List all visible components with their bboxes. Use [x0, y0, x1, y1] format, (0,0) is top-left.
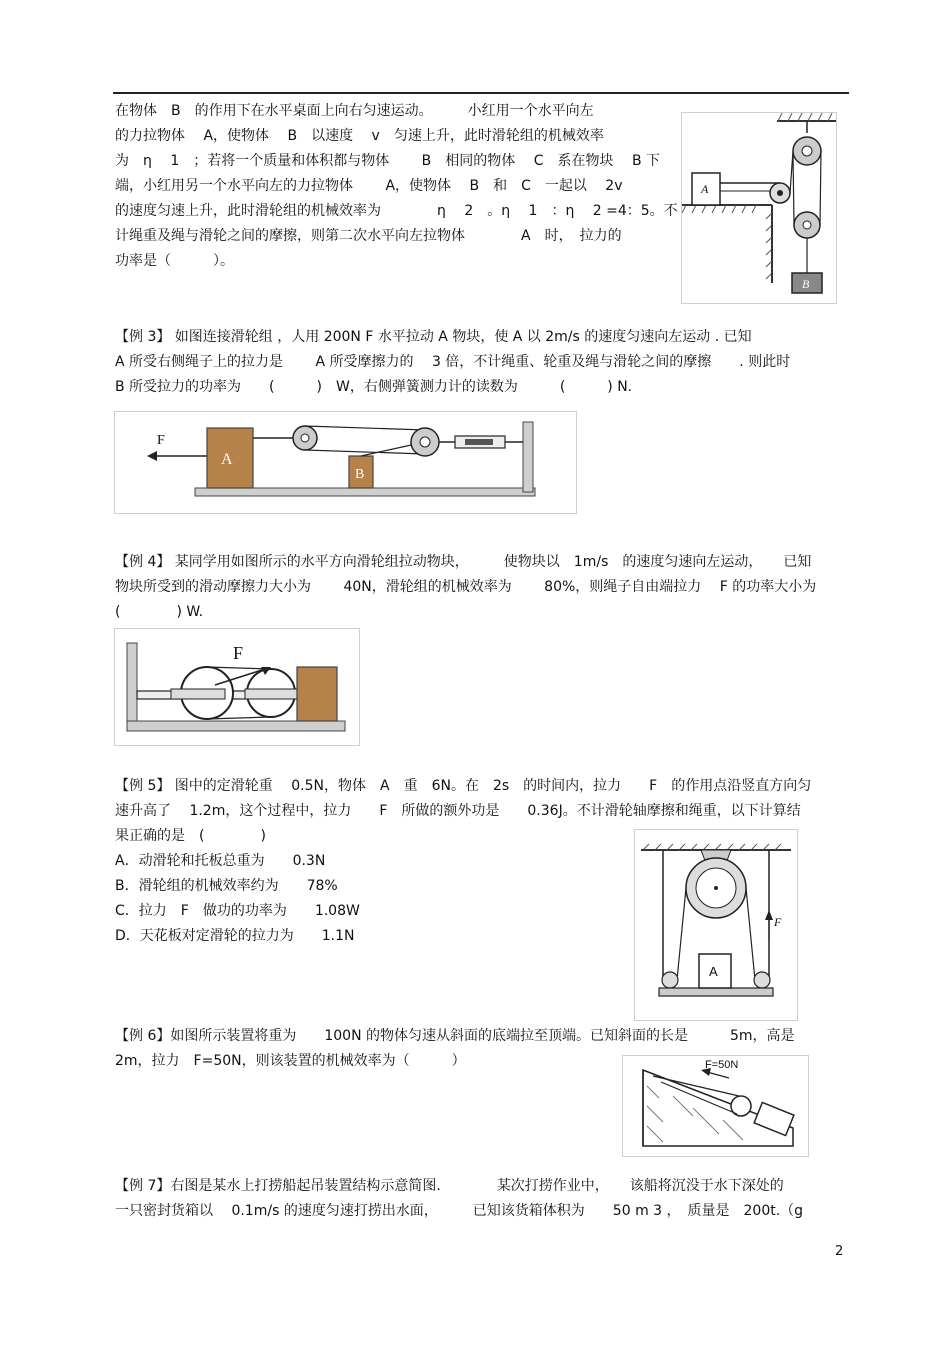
text-line: 功率是（ ）。	[115, 253, 234, 269]
option-a: A．动滑轮和托板总重为 0.3N	[115, 853, 326, 869]
text-line: 为 η 1 ；若将一个质量和体积都与物体 B 相同的物体 C 系在物块 B 下	[115, 153, 661, 169]
text-line: 一只密封货箱以 0.1m/s 的速度匀速打捞出水面， 已知该货箱体积为 50 m 3 ， 质量是 200t.（g	[115, 1203, 804, 1219]
figure-pulley-table	[681, 112, 837, 304]
text-line: 2m，拉力 F=50N，则该装置的机械效率为（ ）	[115, 1053, 466, 1069]
option-b: B．滑轮组的机械效率约为 78%	[115, 878, 338, 894]
figure-label-a: A	[709, 964, 718, 979]
figure-label-a: A	[701, 182, 709, 196]
figure-label-f: F	[774, 915, 782, 929]
option-c: C．拉力 F 做功的功率为 1.08W	[115, 903, 360, 919]
text-line: 【例 7】右图是某水上打捞船起吊装置结构示意简图. 某次打捞作业中， 该船将沉没于水下深处的	[115, 1178, 784, 1194]
text-line: 【例 5】 图中的定滑轮重 0.5N，物体 A 重 6N。在 2s 的时间内，拉力 F 的作用点沿竖直方向匀	[115, 778, 812, 794]
text-line: 【例 4】 某同学用如图所示的水平方向滑轮组拉动物块， 使物块以 1m/s 的速度匀速向左运动， 已知	[115, 554, 812, 570]
figure-example-3	[114, 411, 577, 514]
text-line: 物块所受到的滑动摩擦力大小为 40N，滑轮组的机械效率为 80%，则绳子自由端拉力 F 的功率大小为	[115, 579, 817, 595]
figure-label-f: F	[157, 433, 165, 448]
figure-label-a: A	[221, 451, 233, 468]
example-4-paragraph	[115, 550, 816, 625]
text-line: 速升高了 1.2m，这个过程中，拉力 F 所做的额外功是 0.36J。不计滑轮轴摩擦和绳重，以下计算结	[115, 803, 801, 819]
figure-label-f: F	[233, 643, 244, 663]
figure-example-5	[634, 829, 798, 1021]
text-line: 端，小红用另一个水平向左的力拉物体 A，使物体 B 和 C 一起以 2v	[115, 178, 623, 194]
text-line: A 所受右侧绳子上的拉力是 A 所受摩擦力的 3 倍，不计绳重、轮重及绳与滑轮之间的摩擦 . 则此时	[115, 354, 791, 370]
page-number: 2	[835, 1244, 844, 1259]
header-rule	[113, 92, 849, 94]
figure-example-4	[114, 628, 360, 746]
figure-label-b: B	[802, 277, 810, 291]
intro-paragraph	[115, 99, 678, 274]
text-line: 果正确的是 ( )	[115, 828, 266, 844]
option-d: D．天花板对定滑轮的拉力为 1.1N	[115, 928, 355, 944]
figure-example-6	[622, 1055, 809, 1157]
text-line: 的速度匀速上升，此时滑轮组的机械效率为 η 2 。η 1 ：η 2 =4：5。不	[115, 203, 678, 219]
figure-label-force: F=50N	[705, 1059, 739, 1071]
text-line: 【例 6】如图所示装置将重为 100N 的物体匀速从斜面的底端拉至顶端。已知斜面的长是 5m，高是	[115, 1028, 795, 1044]
figure-label-b: B	[355, 467, 365, 482]
text-line: 计绳重及绳与滑轮之间的摩擦，则第二次水平向左拉物体 A 时， 拉力的	[115, 228, 622, 244]
text-line: 在物体 B 的作用下在水平桌面上向右匀速运动。 小红用一个水平向左	[115, 103, 594, 119]
text-line: B 所受拉力的功率为 ( ) W，右侧弹簧测力计的读数为 ( ) N.	[115, 379, 633, 395]
example-7-paragraph	[115, 1174, 803, 1224]
text-line: 【例 3】 如图连接滑轮组 ，人用 200N F 水平拉动 A 物块，使 A 以 2m/s 的速度匀速向左运动 . 已知	[115, 329, 752, 345]
example-3-paragraph	[115, 325, 790, 400]
text-line: 的力拉物体 A，使物体 B 以速度 v 匀速上升，此时滑轮组的机械效率	[115, 128, 604, 144]
text-line: ( ) W.	[115, 604, 204, 620]
